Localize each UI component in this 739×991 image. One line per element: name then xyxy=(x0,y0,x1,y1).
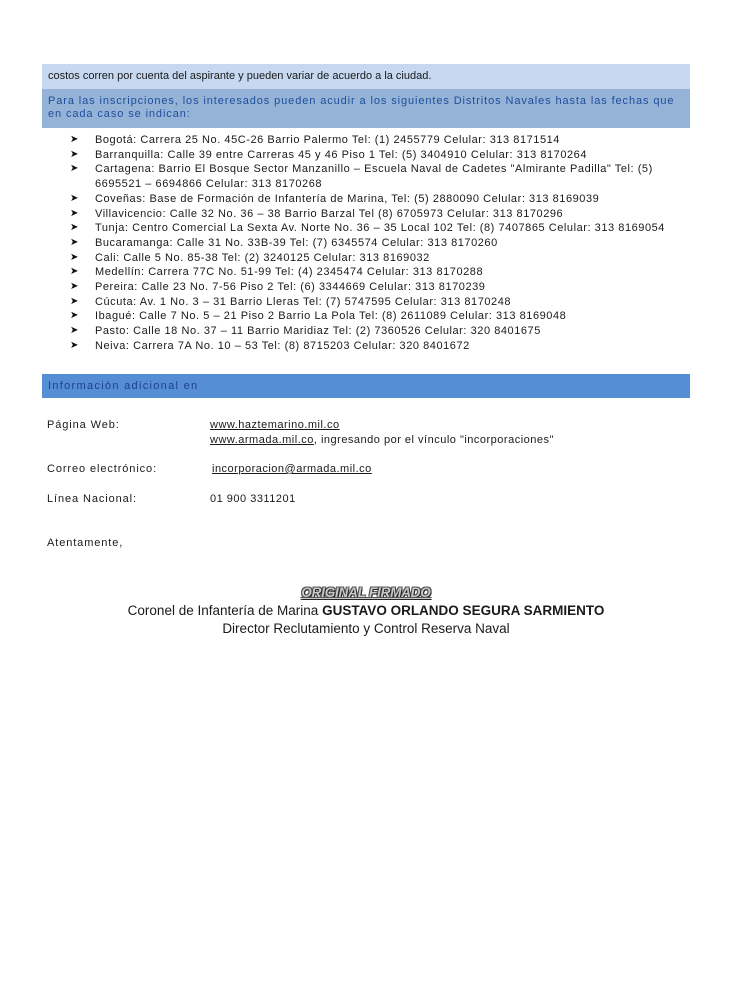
list-item xyxy=(70,280,680,295)
list-item xyxy=(70,207,680,222)
arrow-bullet-icon: ➤ xyxy=(70,295,79,307)
office-text: Villavicencio: Calle 32 No. 36 – 38 Barrio Barzal Tel (8) 6705973 Celular: 313 8170296 xyxy=(95,207,564,220)
list-item xyxy=(70,265,680,280)
office-text: Bogotá: Carrera 25 No. 45C-26 Barrio Palermo Tel: (1) 2455779 Celular: 313 8171514 xyxy=(95,134,560,146)
list-item xyxy=(70,221,680,236)
closing-text: Atentamente, xyxy=(47,537,124,549)
arrow-bullet-icon: ➤ xyxy=(70,281,79,293)
office-text: Neiva: Carrera 7A No. 10 – 53 Tel: (8) 8715203 Celular: 320 8401672 xyxy=(95,339,470,352)
signer-name: GUSTAVO ORLANDO SEGURA SARMIENTO xyxy=(322,603,605,618)
office-text: Medellín: Carrera 77C No. 51-99 Tel: (4) 2345474 Celular: 313 8170288 xyxy=(95,266,484,279)
arrow-bullet-icon: ➤ xyxy=(70,148,79,160)
web-link-row-2 xyxy=(210,434,554,446)
arrow-bullet-icon: ➤ xyxy=(70,236,79,248)
armada-link[interactable]: www.armada.mil.co xyxy=(210,434,314,446)
phone-label: Línea Nacional: xyxy=(47,493,137,505)
arrow-bullet-icon: ➤ xyxy=(70,251,79,263)
list-item xyxy=(70,251,680,266)
office-text: Tunja: Centro Comercial La Sexta Av. Norte No. 36 – 35 Local 102 Tel: (8) 7407865 Celular: 313 8169054 xyxy=(95,222,665,235)
office-text: Pasto: Calle 18 No. 37 – 11 Barrio Maridiaz Tel: (2) 7360526 Celular: 320 8401675 xyxy=(95,325,541,338)
list-item xyxy=(70,324,680,339)
arrow-bullet-icon: ➤ xyxy=(70,310,79,322)
arrow-bullet-icon: ➤ xyxy=(70,339,79,351)
list-item xyxy=(70,192,680,207)
armada-link-note: , ingresando por el vínculo "incorporaciones" xyxy=(313,434,554,446)
haztemarino-link[interactable]: www.haztemarino.mil.co xyxy=(210,419,340,431)
list-item xyxy=(70,133,680,148)
email-link[interactable]: incorporacion@armada.mil.co xyxy=(212,463,372,475)
office-text: Cali: Calle 5 No. 85-38 Tel: (2) 3240125 Celular: 313 8169032 xyxy=(95,251,430,264)
list-item xyxy=(70,309,680,324)
signer-line xyxy=(42,603,690,618)
list-item xyxy=(70,236,680,251)
inscriptions-header-band: Para las inscripciones, los interesados pueden acudir a los siguientes Distritos Navales hasta las fechas que en cada caso se indican: xyxy=(42,89,690,128)
original-signed-stamp: ORIGINAL FIRMADO xyxy=(301,585,431,600)
email-label: Correo electrónico: xyxy=(47,463,158,475)
arrow-bullet-icon: ➤ xyxy=(70,325,79,337)
office-text: Bucaramanga: Calle 31 No. 33B-39 Tel: (7) 6345574 Celular: 313 8170260 xyxy=(95,236,498,249)
arrow-bullet-icon: ➤ xyxy=(70,266,79,278)
arrow-bullet-icon: ➤ xyxy=(70,163,79,175)
list-item xyxy=(70,148,680,163)
office-text: Ibagué: Calle 7 No. 5 – 21 Piso 2 Barrio La Pola Tel: (8) 2611089 Celular: 313 8169048 xyxy=(95,310,567,323)
phone-number: 01 900 3311201 xyxy=(210,493,296,505)
web-label: Página Web: xyxy=(47,419,120,431)
web-link-row-1 xyxy=(210,419,340,431)
arrow-bullet-icon: ➤ xyxy=(70,222,79,234)
costs-note-band: costos corren por cuenta del aspirante y pueden variar de acuerdo a la ciudad. xyxy=(42,64,690,89)
arrow-bullet-icon: ➤ xyxy=(70,207,79,219)
email-row xyxy=(212,463,372,475)
arrow-bullet-icon: ➤ xyxy=(70,134,79,145)
list-item xyxy=(70,339,680,354)
office-text: Barranquilla: Calle 39 entre Carreras 45 y 46 Piso 1 Tel: (5) 3404910 Celular: 313 8170264 xyxy=(95,148,588,161)
office-text: Cúcuta: Av. 1 No. 3 – 31 Barrio Lleras Tel: (7) 5747595 Celular: 313 8170248 xyxy=(95,295,512,308)
list-item xyxy=(70,162,680,191)
office-text: Cartagena: Barrio El Bosque Sector Manzanillo – Escuela Naval de Cadetes "Almirante Padilla" Tel: (5) 6695521 – 6694866 Celular: 313 8170268 xyxy=(95,163,653,191)
list-item xyxy=(70,295,680,310)
office-text: Pereira: Calle 23 No. 7-56 Piso 2 Tel: (6) 3344669 Celular: 313 8170239 xyxy=(95,281,486,294)
office-text: Coveñas: Base de Formación de Infantería de Marina, Tel: (5) 2880090 Celular: 313 8169039 xyxy=(95,192,600,205)
additional-info-band: Información adicional en xyxy=(42,374,690,398)
signer-rank: Coronel de Infantería de Marina xyxy=(127,603,319,618)
signer-title: Director Reclutamiento y Control Reserva Naval xyxy=(222,621,510,636)
arrow-bullet-icon: ➤ xyxy=(70,192,79,204)
naval-district-list xyxy=(70,133,680,354)
